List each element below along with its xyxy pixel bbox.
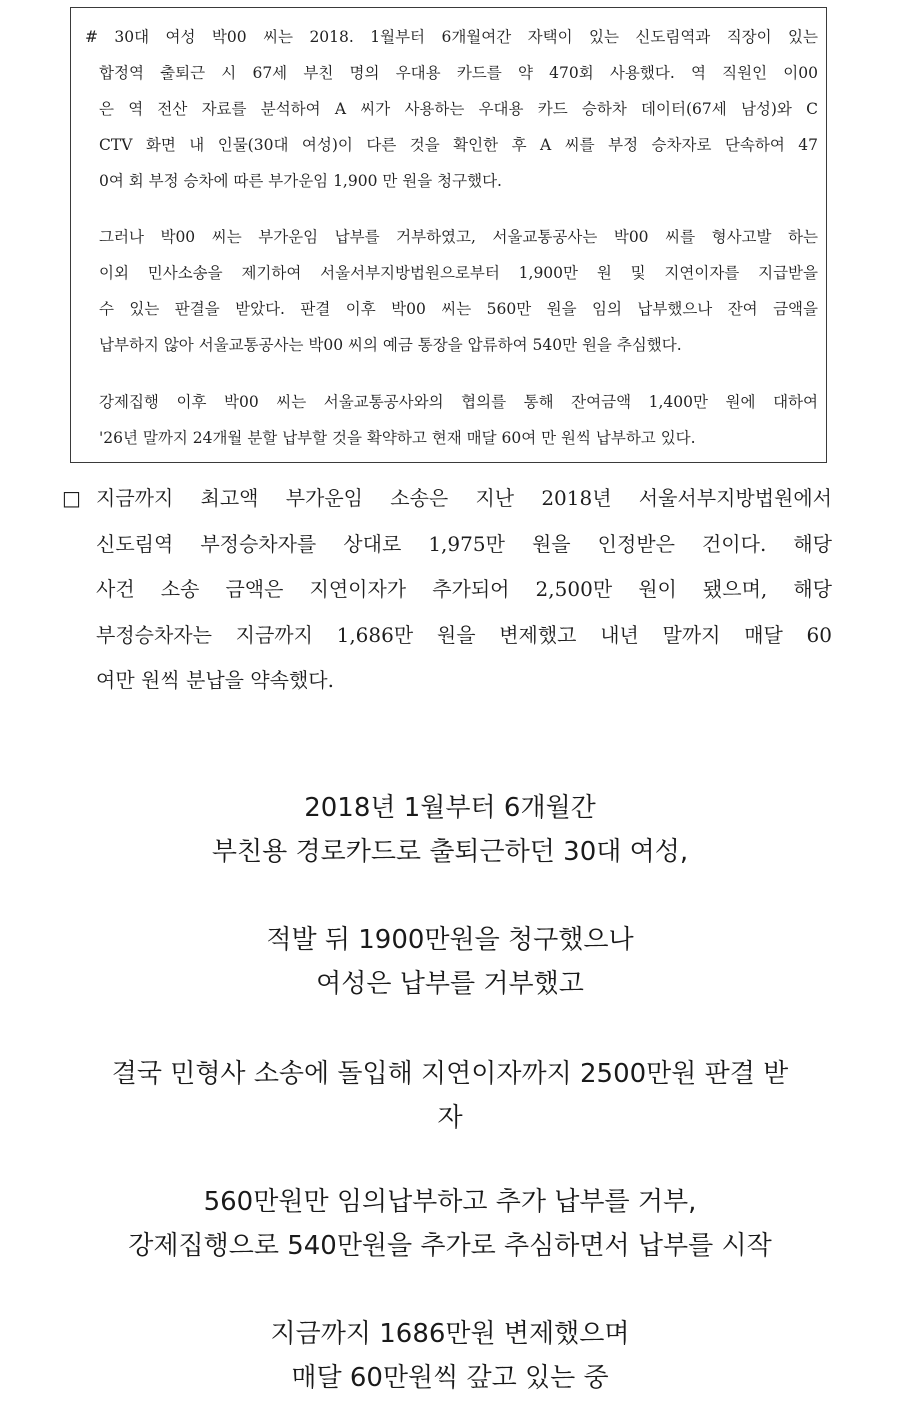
summary-block <box>0 1312 900 1400</box>
summary-line: 부친용 경로카드로 출퇴근하던 30대 여성, <box>211 837 689 867</box>
box-line: '26년 말까지 24개월 분할 납부할 것을 확약하고 현재 매달 60여 만 원씩 납부하고 있다. <box>99 429 696 447</box>
notice-paragraph <box>62 476 832 704</box>
summary-line: 지금까지 1686만원 변제했으며 <box>270 1319 630 1349</box>
summary-line: 매달 60만원씩 갚고 있는 중 <box>291 1363 609 1393</box>
notice-line: 지금까지 최고액 부가운임 소송은 지난 2018년 서울서부지방법원에서 <box>96 486 832 510</box>
box-line: 수 있는 판결을 받았다. 판결 이후 박00 씨는 560만 원을 임의 납부했으나 잔여 금액을 <box>99 300 818 318</box>
summary-line: 결국 민형사 소송에 돌입해 지연이자까지 2500만원 판결 받 <box>111 1059 789 1089</box>
box-line: 그러나 박00 씨는 부가운임 납부를 거부하였고, 서울교통공사는 박00 씨를 형사고발 하는 <box>99 228 818 246</box>
notice-line: 신도림역 부정승차자를 상대로 1,975만 원을 인정받은 건이다. 해당 <box>96 531 832 556</box>
box-line: # 30대 여성 박00 씨는 2018. 1월부터 6개월여간 자택이 있는 신도림역과 직장이 있는 <box>85 28 818 46</box>
box-line: 강제집행 이후 박00 씨는 서울교통공사와의 협의를 통해 잔여금액 1,400만 원에 대하여 <box>99 393 818 411</box>
summary-line: 적발 뒤 1900만원을 청구했으나 <box>266 925 634 955</box>
box-paragraph-1 <box>85 19 818 199</box>
document-excerpt-box <box>70 7 827 463</box>
square-bullet-icon: □ <box>62 486 81 510</box>
summary-line: 자 <box>437 1103 463 1133</box>
summary-line: 강제집행으로 540만원을 추가로 추심하면서 납부를 시작 <box>128 1231 772 1261</box>
summary-block <box>0 1052 900 1140</box>
notice-line: 여만 원씩 분납을 약속했다. <box>96 668 334 692</box>
box-line: 0여 회 부정 승차에 따른 부가운임 1,900 만 원을 청구했다. <box>99 172 502 190</box>
summary-block <box>0 1180 900 1268</box>
summary-line: 여성은 납부를 거부했고 <box>316 969 584 999</box>
box-line: 합정역 출퇴근 시 67세 부친 명의 우대용 카드를 약 470회 사용했다. 역 직원인 이00 <box>99 64 818 82</box>
summary-line: 2018년 1월부터 6개월간 <box>304 793 596 823</box>
notice-line: 부정승차자는 지금까지 1,686만 원을 변제했고 내년 말까지 매달 60 <box>96 622 832 647</box>
box-line: 은 역 전산 자료를 분석하여 A 씨가 사용하는 우대용 카드 승하차 데이터(67세 남성)와 C <box>99 100 818 118</box>
box-line: 납부하지 않아 서울교통공사는 박00 씨의 예금 통장을 압류하여 540만 원을 추심했다. <box>99 336 682 354</box>
summary-block <box>0 918 900 1006</box>
summary-block <box>0 786 900 874</box>
box-paragraph-2 <box>99 219 818 363</box>
box-line: CTV 화면 내 인물(30대 여성)이 다른 것을 확인한 후 A 씨를 부정 승차자로 단속하여 47 <box>99 136 818 154</box>
notice-line: 사건 소송 금액은 지연이자가 추가되어 2,500만 원이 됐으며, 해당 <box>96 577 832 601</box>
box-line: 이외 민사소송을 제기하여 서울서부지방법원으로부터 1,900만 원 및 지연이자를 지급받을 <box>99 264 818 282</box>
box-paragraph-3 <box>99 384 818 456</box>
summary-line: 560만원만 임의납부하고 추가 납부를 거부, <box>203 1187 697 1217</box>
